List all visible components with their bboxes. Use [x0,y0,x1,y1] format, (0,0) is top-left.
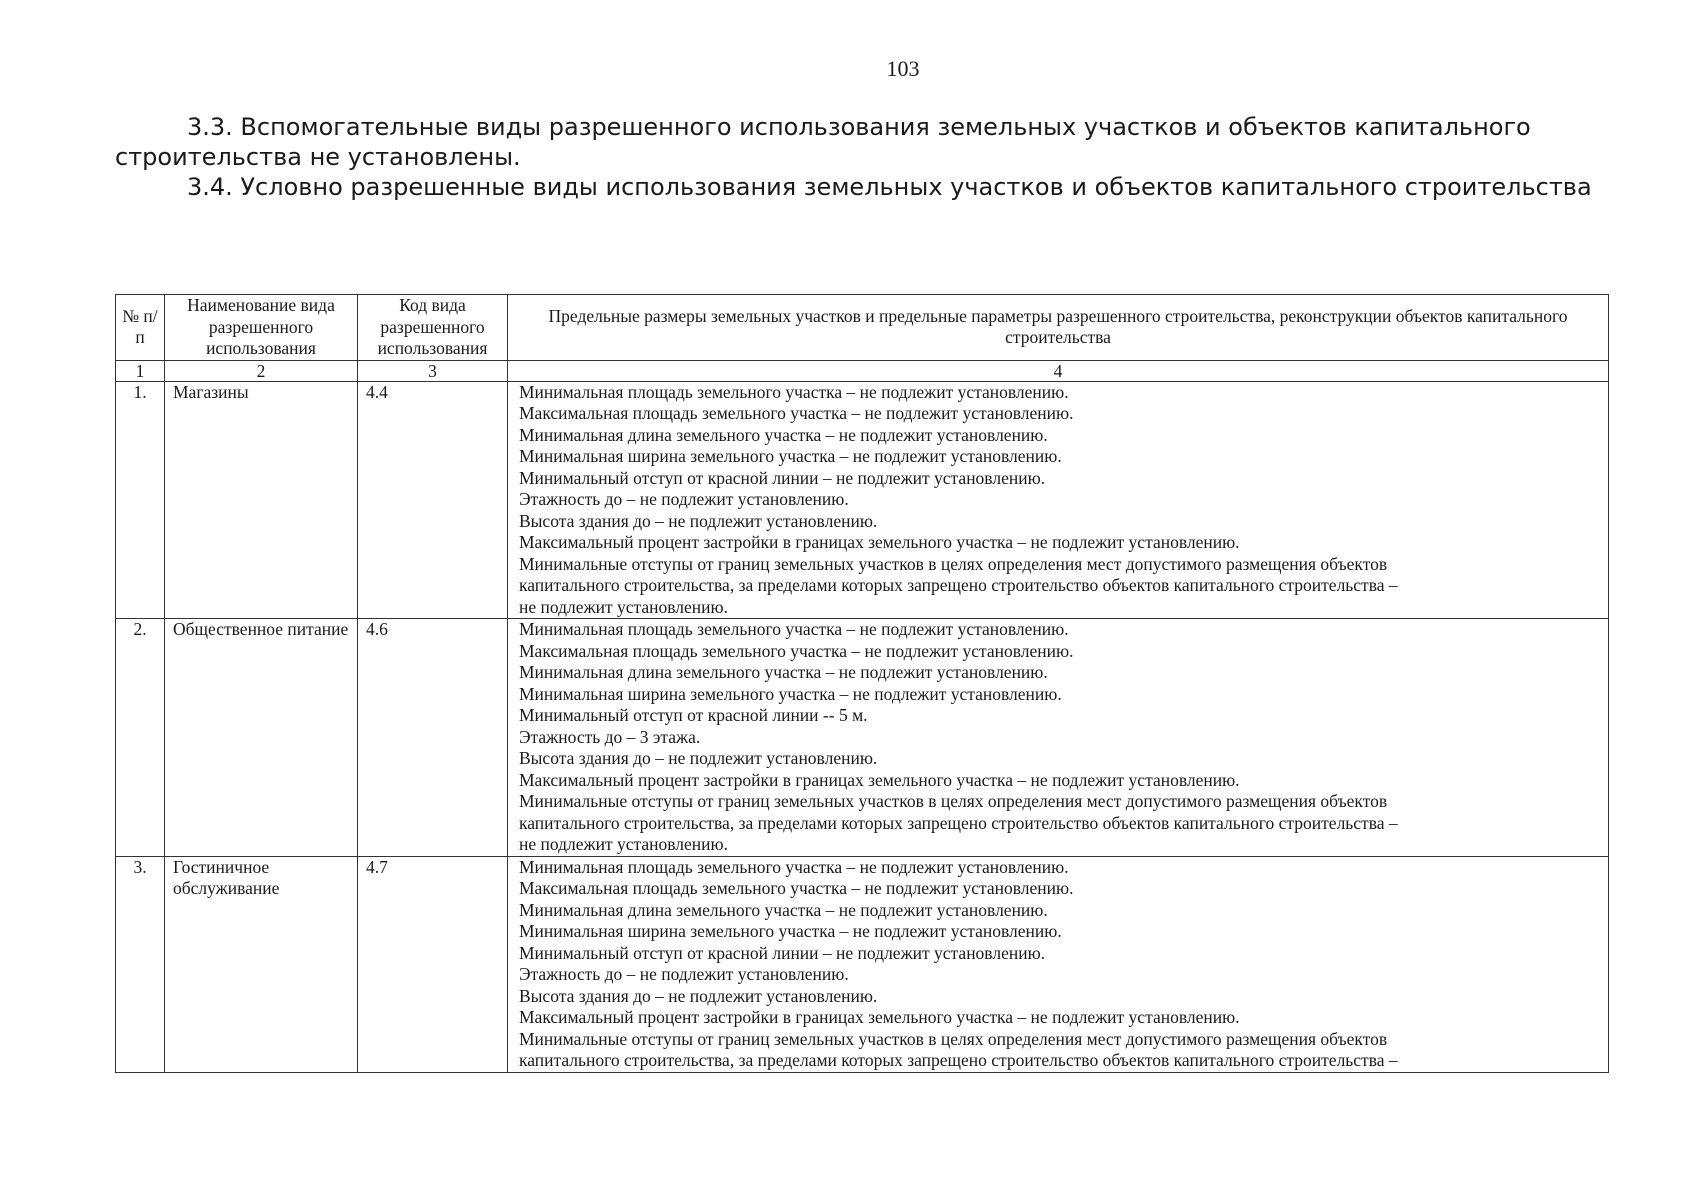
parameter-line: Минимальная ширина земельного участка – не подлежит установлению. [519,446,1062,466]
parameter-line: Минимальный отступ от красной линии – не подлежит установлению. [519,467,1046,488]
header-use-code: Код вида разрешенного использования [358,295,508,361]
row-number: 1. [116,381,165,619]
header-number: № п/п [116,295,165,361]
parameter-line: не подлежит установлению. [519,596,728,617]
parameter-line: капитального строительства, за пределами которых запрещено строительство объектов капитального строительства – [519,812,1398,833]
parameter-line: Минимальная длина земельного участка – не подлежит установлению. [519,899,1048,920]
use-code: 4.4 [358,381,508,619]
parameter-line: Высота здания до – не подлежит установлению. [519,510,878,531]
parameter-line: Минимальная ширина земельного участка – не подлежит установлению. [519,921,1062,941]
table-row [116,381,1609,619]
parameter-line: Минимальная площадь земельного участка – не подлежит установлению. [519,381,1069,402]
row-number: 2. [116,619,165,857]
parameter-line: Минимальный отступ от красной линии – не подлежит установлению. [519,942,1046,963]
header-use-name: Наименование вида разрешенного использования [165,295,358,361]
parameter-line: Этажность до – 3 этажа. [519,726,701,747]
parameters-cell [508,619,1609,857]
land-use-table [115,294,1609,1073]
paragraph-3-4: 3.4. Условно разрешенные виды использования земельных участков и объектов капитального строительства [187,173,1592,201]
use-name: Магазины [165,381,358,619]
parameter-line: Минимальные отступы от границ земельных участков в целях определения мест допустимого размещения объектов [519,553,1388,574]
parameter-line: Максимальная площадь земельного участка – не подлежит установлению. [519,403,1074,423]
parameter-line: Максимальная площадь земельного участка – не подлежит установлению. [519,878,1074,898]
parameter-line: Минимальная площадь земельного участка – не подлежит установлению. [519,619,1069,639]
parameter-line: Высота здания до – не подлежит установлению. [519,985,878,1006]
parameter-line: не подлежит установлению. [519,834,728,854]
use-name: Гостиничное обслуживание [165,856,358,1072]
column-number: 4 [508,360,1609,381]
parameter-line: Этажность до – не подлежит установлению. [519,489,849,509]
parameter-line: капитального строительства, за пределами которых запрещено строительство объектов капитального строительства – [519,1050,1398,1070]
parameter-line: Максимальная площадь земельного участка – не подлежит установлению. [519,640,1074,661]
header-parameters: Предельные размеры земельных участков и предельные параметры разрешенного строительства, реконструкции объектов капитального строительства [508,295,1609,361]
use-code: 4.7 [358,856,508,1072]
parameter-line: Минимальная длина земельного участка – не подлежит установлению. [519,662,1048,682]
paragraph-3-3: 3.3. Вспомогательные виды разрешенного использования земельных участков и объектов капитального строительства не установлены. [115,113,1531,171]
column-number: 1 [116,360,165,381]
parameters-cell [508,856,1609,1072]
parameter-line: Минимальная площадь земельного участка – не подлежит установлению. [519,856,1069,877]
parameter-line: Этажность до – не подлежит установлению. [519,964,849,984]
parameter-line: Минимальный отступ от красной линии -- 5 м. [519,705,868,725]
column-number-row [116,360,1609,381]
use-name: Общественное питание [165,619,358,857]
use-code: 4.6 [358,619,508,857]
page-number: 103 [886,56,920,81]
parameter-line: капитального строительства, за пределами которых запрещено строительство объектов капитального строительства – [519,575,1398,595]
parameter-line: Минимальные отступы от границ земельных участков в целях определения мест допустимого размещения объектов [519,791,1388,811]
parameter-line: Минимальная ширина земельного участка – не подлежит установлению. [519,683,1062,704]
column-number: 2 [165,360,358,381]
parameters-cell [508,381,1609,619]
parameter-line: Максимальный процент застройки в границах земельного участка – не подлежит установлению. [519,1007,1240,1027]
column-number: 3 [358,360,508,381]
table-row [116,856,1609,1072]
row-number: 3. [116,856,165,1072]
parameter-line: Максимальный процент застройки в границах земельного участка – не подлежит установлению. [519,769,1240,790]
parameter-line: Высота здания до – не подлежит установлению. [519,748,878,768]
table-header-row [116,295,1609,361]
parameter-line: Минимальная длина земельного участка – не подлежит установлению. [519,424,1048,445]
section-headings [115,112,1630,202]
table-row [116,619,1609,857]
parameter-line: Максимальный процент застройки в границах земельного участка – не подлежит установлению. [519,532,1240,552]
parameter-line: Минимальные отступы от границ земельных участков в целях определения мест допустимого размещения объектов [519,1028,1388,1049]
